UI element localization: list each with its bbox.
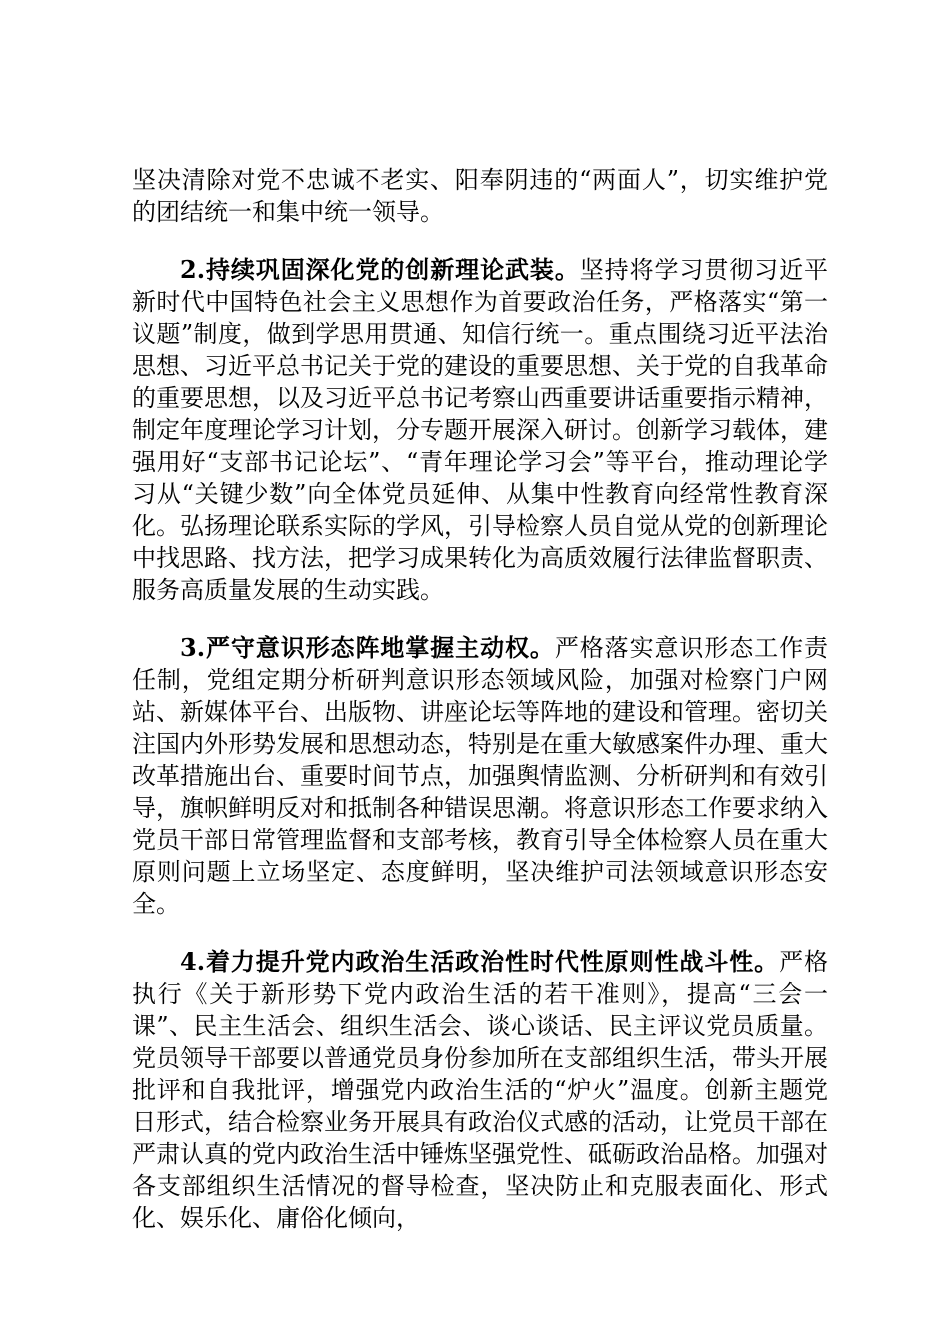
paragraph-heading: 2.持续巩固深化党的创新理论武装。 [180, 255, 580, 284]
paragraph-heading: 3.严守意识形态阵地掌握主动权。 [180, 633, 555, 662]
paragraph-body: 严格执行《关于新形势下党内政治生活的若干准则》，提高“三会一课”、民主生活会、组织生活会、谈心谈话、民主评议党员质量。党员领导干部要以普通党员身份参加所在支部组织生活，带头开展批评和自我批评，增强党内政治生活的“炉火”温度。创新主题党日形式，结合检察业务开展具有政治仪式感的活动，让党员干部在严肃认真的党内政治生活中锤炼坚强党性、砥砺政治品格。加强对各支部组织生活情况的督导检查，坚决防止和克服表面化、形式化、娱乐化、庸俗化倾向， [132, 948, 828, 1232]
paragraph-item-2 [132, 254, 828, 606]
paragraph-body: 坚持将学习贯彻习近平新时代中国特色社会主义思想作为首要政治任务，严格落实“第一议题”制度，做到学思用贯通、知信行统一。重点围绕习近平法治思想、习近平总书记关于党的建设的重要思想、关于党的自我革命的重要思想，以及习近平总书记考察山西重要讲话重要指示精神，制定年度理论学习计划，分专题开展深入研讨。创新学习载体，建强用好“支部书记论坛”、“青年理论学习会”等平台，推动理论学习从“关键少数”向全体党员延伸、从集中性教育向经常性教育深化。弘扬理论联系实际的学风，引导检察人员自觉从党的创新理论中找思路、找方法，把学习成果转化为高质效履行法律监督职责、服务高质量发展的生动实践。 [132, 256, 828, 604]
paragraph-heading: 4.着力提升党内政治生活政治性时代性原则性战斗性。 [180, 947, 780, 976]
document-page [132, 164, 828, 1260]
paragraph-body: 坚决清除对党不忠诚不老实、阳奉阴违的“两面人”，切实维护党的团结统一和集中统一领导。 [132, 166, 828, 226]
paragraph-body: 严格落实意识形态工作责任制，党组定期分析研判意识形态领域风险，加强对检察门户网站、新媒体平台、出版物、讲座论坛等阵地的建设和管理。密切关注国内外形势发展和思想动态，特别是在重大敏感案件办理、重大改革措施出台、重要时间节点，加强舆情监测、分析研判和有效引导，旗帜鲜明反对和抵制各种错误思潮。将意识形态工作要求纳入党员干部日常管理监督和支部考核，教育引导全体检察人员在重大原则问题上立场坚定、态度鲜明，坚决维护司法领域意识形态安全。 [132, 634, 829, 918]
paragraph-item-4 [132, 946, 828, 1234]
paragraph-item-3 [132, 632, 828, 920]
paragraph-continuation [132, 164, 828, 228]
